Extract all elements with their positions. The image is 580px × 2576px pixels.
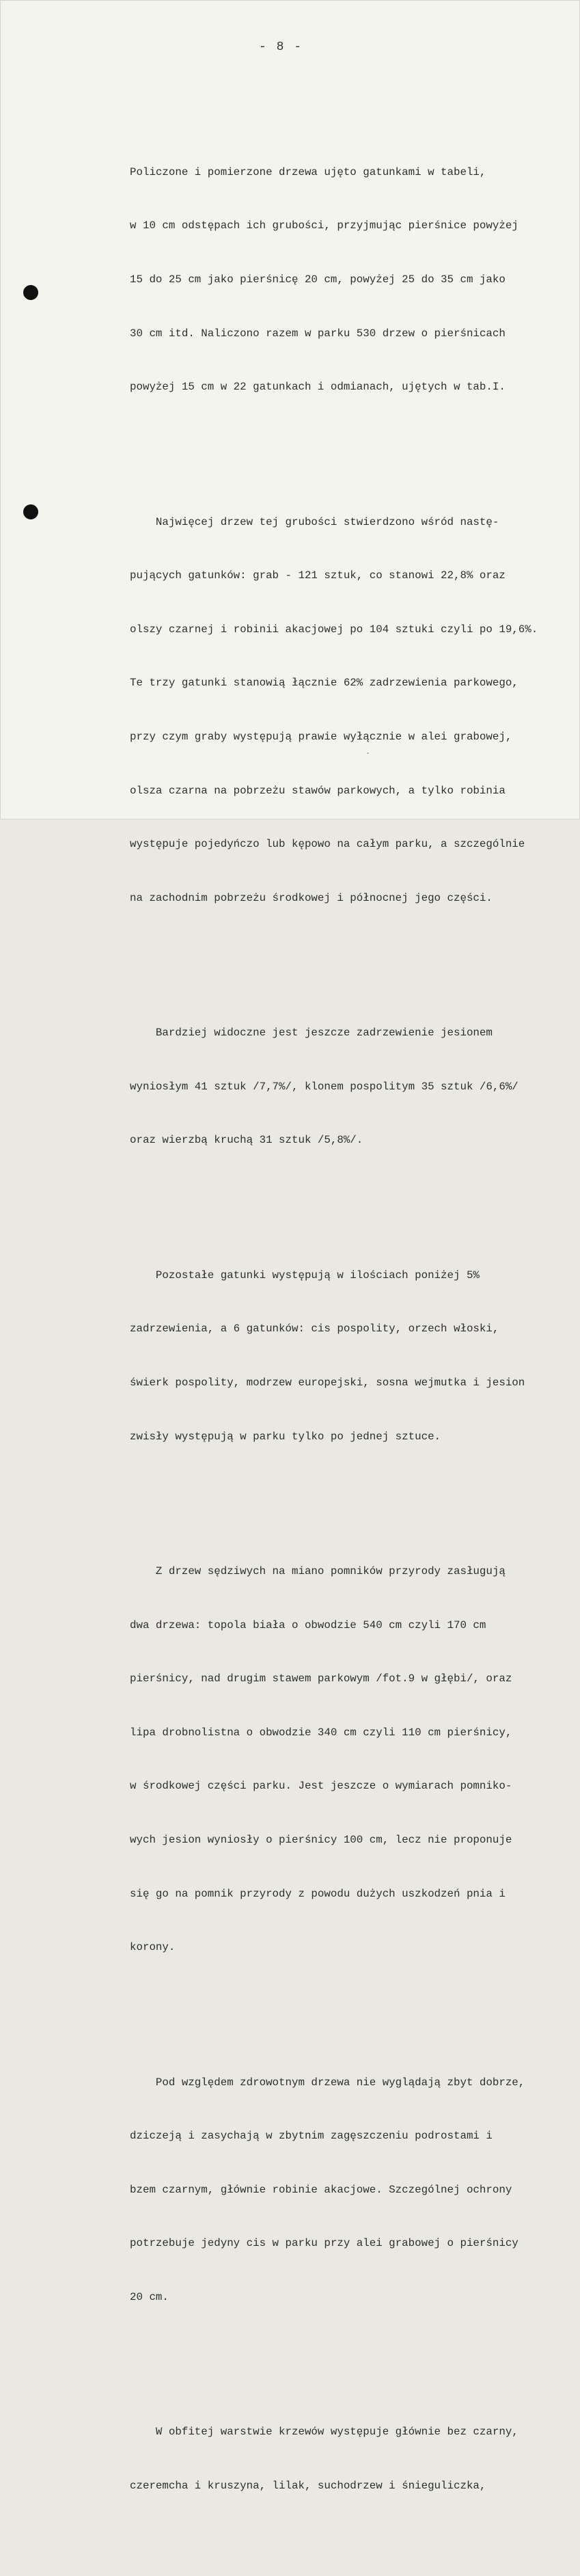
text-line: potrzebuje jedyny cis w parku przy alei grabowej o pierśnicy bbox=[130, 2237, 519, 2250]
text-line: Pod względem zdrowotnym drzewa nie wyglądają zbyt dobrze, bbox=[130, 2076, 525, 2089]
text-line: występuje pojedyńczo lub kępowo na całym parku, a szczególnie bbox=[130, 838, 525, 851]
text-line: w środkowej części parku. Jest jeszcze o wymiarach pomniko- bbox=[130, 1780, 512, 1793]
text-line: Najwięcej drzew tej grubości stwierdzono wśród nastę- bbox=[130, 515, 499, 528]
text-line: Bardziej widoczne jest jeszcze zadrzewienie jesionem bbox=[130, 1027, 493, 1040]
text-line: olsza czarna na pobrzeżu stawów parkowych, a tylko robinia bbox=[130, 784, 506, 797]
text-line: pierśnicy, nad drugim stawem parkowym /fot.9 w głębi/, oraz bbox=[130, 1672, 512, 1685]
text-line: 30 cm itd. Naliczono razem w parku 530 drzew o pierśnicach bbox=[130, 327, 506, 340]
text-line: powyżej 15 cm w 22 gatunkach i odmianach, ujętych w tab.I. bbox=[130, 381, 506, 394]
text-line: korony. bbox=[130, 1941, 176, 1954]
paragraph-7 bbox=[130, 2387, 574, 2531]
text-line: wych jesion wyniosły o pierśnicy 100 cm, lecz nie proponuje bbox=[130, 1833, 512, 1846]
paragraph-2 bbox=[130, 477, 574, 943]
text-line: dziczeją i zasychają w zbytnim zagęszczeniu podrostami i bbox=[130, 2130, 493, 2143]
text-line: dwa drzewa: topola biała o obwodzie 540 cm czyli 170 cm bbox=[130, 1618, 486, 1631]
text-line: Policzone i pomierzone drzewa ujęto gatunkami w tabeli, bbox=[130, 165, 486, 178]
paragraph-4 bbox=[130, 1230, 574, 1481]
text-line: zadrzewienia, a 6 gatunków: cis pospolity, orzech włoski, bbox=[130, 1323, 499, 1336]
text-line: oraz wierzbą kruchą 31 sztuk /5,8%/. bbox=[130, 1134, 363, 1147]
punch-hole-top bbox=[23, 285, 38, 300]
text-line: 20 cm. bbox=[130, 2290, 169, 2303]
text-line: Te trzy gatunki stanowią łącznie 62% zadrzewienia parkowego, bbox=[130, 677, 519, 690]
text-line: Pozostałe gatunki występują w ilościach poniżej 5% bbox=[130, 1269, 480, 1282]
page-number: - 8 - bbox=[258, 40, 303, 54]
text-line: bzem czarnym, głównie robinie akacjowe. Szczególnej ochrony bbox=[130, 2183, 512, 2196]
paragraph-1 bbox=[130, 127, 574, 431]
text-line: olszy czarnej i robinii akacjowej po 104 sztuki czyli po 19,6%. bbox=[130, 623, 538, 636]
text-line: się go na pomnik przyrody z powodu dużych uszkodzeń pnia i bbox=[130, 1887, 506, 1900]
text-line: Z drzew sędziwych na miano pomników przyrody zasługują bbox=[130, 1564, 506, 1577]
text-line: na zachodnim pobrzeżu środkowej i północnej jego części. bbox=[130, 891, 493, 904]
paragraph-6 bbox=[130, 2037, 574, 2342]
paragraph-3 bbox=[130, 988, 574, 1185]
text-line: świerk pospolity, modrzew europejski, sosna wejmutka i jesion bbox=[130, 1376, 525, 1389]
text-line: czeremcha i kruszyna, lilak, suchodrzew i śnieguliczka, bbox=[130, 2479, 486, 2492]
punch-hole-bottom bbox=[23, 504, 38, 519]
text-line: w 10 cm odstępach ich grubości, przyjmując pierśnice powyżej bbox=[130, 219, 519, 232]
text-line: wyniosłym 41 sztuk /7,7%/, klonem pospolitym 35 sztuk /6,6%/ bbox=[130, 1080, 519, 1093]
text-line: W obfitej warstwie krzewów występuje głównie bez czarny, bbox=[130, 2426, 519, 2439]
body-text bbox=[130, 92, 574, 2576]
paragraph-5 bbox=[130, 1527, 574, 1992]
text-line: przy czym graby występują prawie wyłącznie w alei grabowej, bbox=[130, 730, 512, 743]
text-line: 15 do 25 cm jako pierśnicę 20 cm, powyżej 25 do 35 cm jako bbox=[130, 273, 506, 286]
text-line: zwisły występują w parku tylko po jednej sztuce. bbox=[130, 1430, 441, 1443]
text-line: lipa drobnolistna o obwodzie 340 cm czyli 110 cm pierśnicy, bbox=[130, 1726, 512, 1739]
text-line: pujących gatunków: grab - 121 sztuk, co stanowi 22,8% oraz bbox=[130, 569, 506, 582]
